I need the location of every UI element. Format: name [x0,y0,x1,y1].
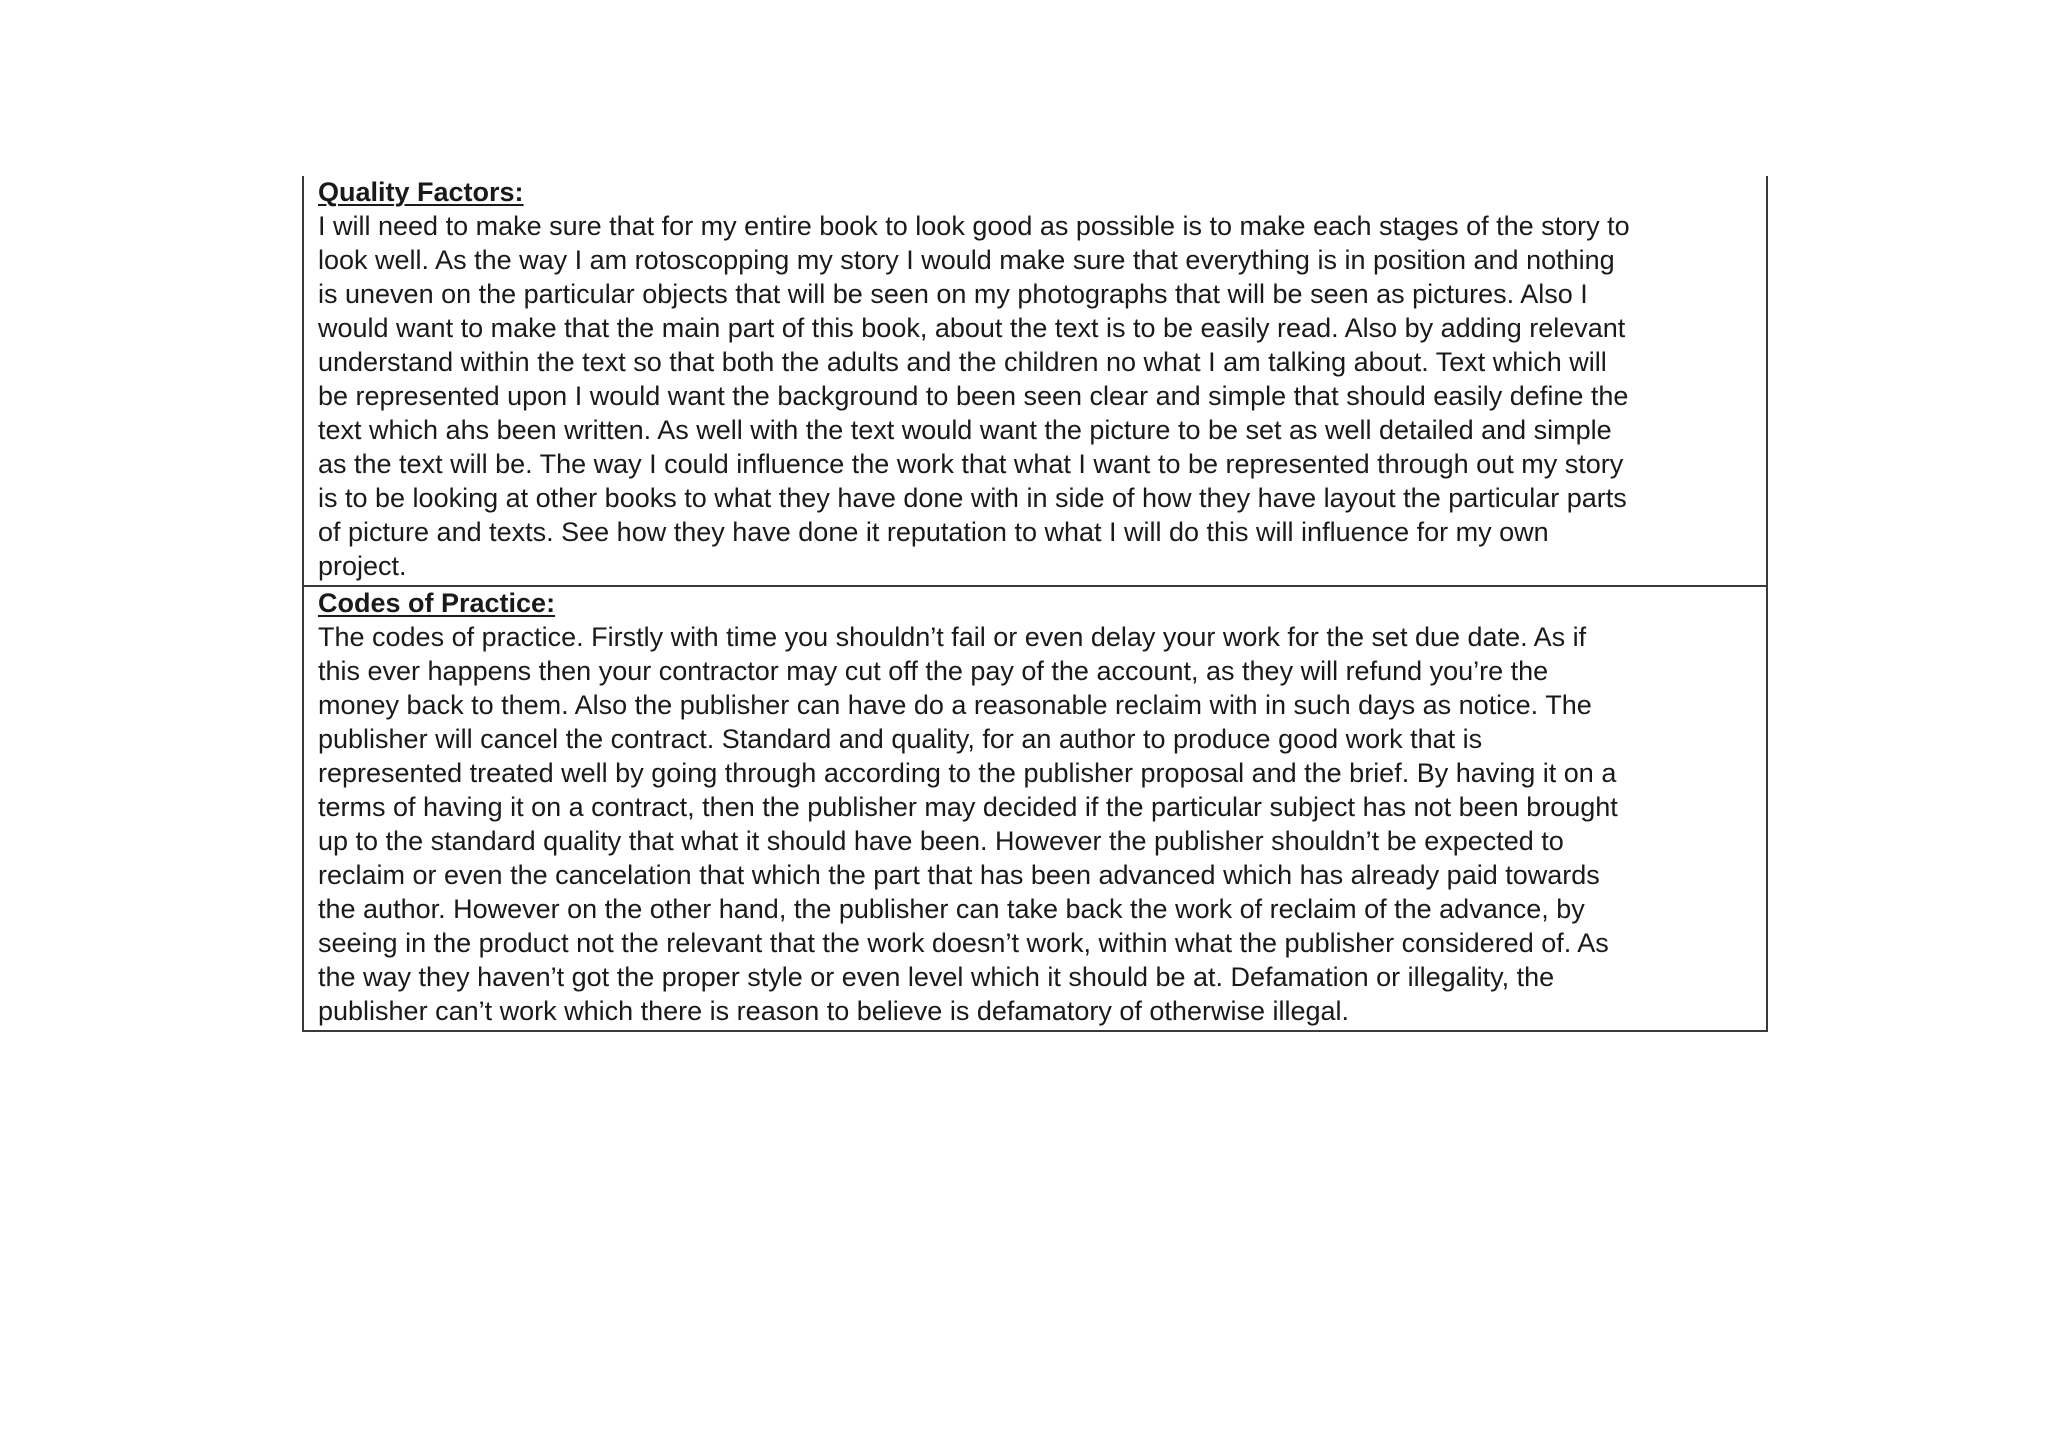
text-line: project. [318,551,407,581]
text-line: seeing in the product not the relevant that the work doesn’t work, within what the publisher considered of. As [318,928,1609,958]
text-line: this ever happens then your contractor may cut off the pay of the account, as they will refund you’re the [318,656,1549,686]
quality-factors-cell [304,176,1766,585]
codes-of-practice-cell [304,585,1766,1030]
text-line: reclaim or even the cancelation that which the part that has been advanced which has already paid towards [318,860,1600,890]
section-body [318,209,1754,583]
text-line: terms of having it on a contract, then the publisher may decided if the particular subject has not been brought [318,792,1618,822]
content-table [302,176,1768,1032]
text-line: is to be looking at other books to what they have done with in side of how they have layout the particular parts [318,483,1627,513]
text-line: publisher will cancel the contract. Standard and quality, for an author to produce good work that is [318,724,1483,754]
text-line: understand within the text so that both the adults and the children no what I am talking about. Text which will [318,347,1607,377]
section-body [318,620,1754,1028]
text-line: would want to make that the main part of this book, about the text is to be easily read. Also by adding relevant [318,313,1626,343]
text-line: be represented upon I would want the background to been seen clear and simple that should easily define the [318,381,1629,411]
text-line: the author. However on the other hand, the publisher can take back the work of reclaim of the advance, by [318,894,1585,924]
text-line: money back to them. Also the publisher can have do a reasonable reclaim with in such days as notice. The [318,690,1592,720]
text-line: up to the standard quality that what it should have been. However the publisher shouldn’t be expected to [318,826,1564,856]
section-heading: Quality Factors: [318,177,524,207]
text-line: I will need to make sure that for my entire book to look good as possible is to make each stages of the story to [318,211,1630,241]
text-line: The codes of practice. Firstly with time you shouldn’t fail or even delay your work for the set due date. As if [318,622,1587,652]
text-line: of picture and texts. See how they have done it reputation to what I will do this will influence for my own [318,517,1549,547]
text-line: the way they haven’t got the proper style or even level which it should be at. Defamation or illegality, the [318,962,1555,992]
section-heading: Codes of Practice: [318,588,556,618]
text-line: publisher can’t work which there is reason to believe is defamatory of otherwise illegal. [318,996,1350,1026]
text-line: as the text will be. The way I could influence the work that what I want to be represented through out my story [318,449,1624,479]
text-line: look well. As the way I am rotoscopping my story I would make sure that everything is in position and nothing [318,245,1615,275]
text-line: is uneven on the particular objects that will be seen on my photographs that will be seen as pictures. Also I [318,279,1588,309]
text-line: text which ahs been written. As well with the text would want the picture to be set as well detailed and simple [318,415,1612,445]
text-line: represented treated well by going through according to the publisher proposal and the brief. By having it on a [318,758,1617,788]
